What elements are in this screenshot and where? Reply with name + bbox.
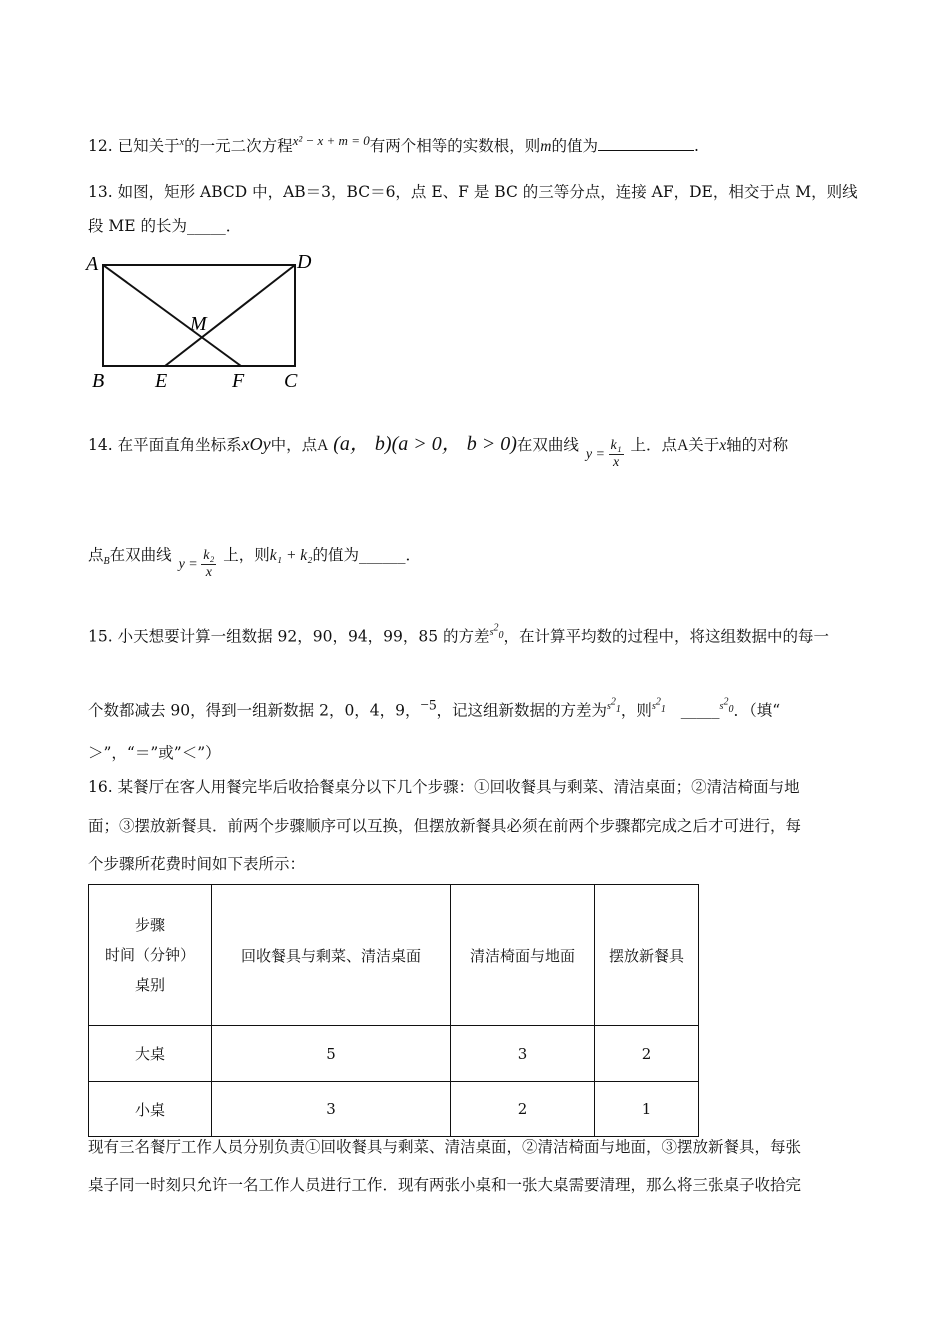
q16-line-2: 面；③摆放新餐具．前两个步骤顺序可以互换，但摆放新餐具必须在前两个步骤都完成之后才可进行，每 xyxy=(88,817,802,835)
table-corner-cell xyxy=(89,885,212,1026)
label-c: C xyxy=(284,370,298,392)
q14-text-1: 在平面直角坐标系 xyxy=(117,436,242,454)
q14-point-a: A xyxy=(317,437,329,454)
corner-step: 步骤 xyxy=(134,916,165,934)
q16-line-1: 16. 某餐厅在客人用餐完毕后收拾餐桌分以下几个步骤：①回收餐具与剩菜、清洁桌面；②清洁椅面与地 xyxy=(88,778,800,796)
q14-point-a-2: A xyxy=(677,437,689,454)
q14-text-7: 点 xyxy=(88,546,104,564)
table-header-clean: 清洁椅面与地面 xyxy=(451,885,595,1026)
q12-equation: x² − x + m = 0 xyxy=(292,133,370,148)
table-row xyxy=(89,1082,699,1137)
cell-large-set: 2 xyxy=(595,1026,699,1082)
q14-hyperbola-1 xyxy=(586,438,624,471)
row-label-large: 大桌 xyxy=(89,1026,212,1082)
cell-small-set: 1 xyxy=(595,1082,699,1137)
q14-text-2: 中，点 xyxy=(270,436,318,454)
q13-figure xyxy=(84,250,324,395)
table-header-set: 摆放新餐具 xyxy=(595,885,699,1026)
q15-s1: s21 xyxy=(607,697,621,716)
q14-point-b: B xyxy=(103,556,110,568)
cell-large-collect: 5 xyxy=(212,1026,451,1082)
q12-line xyxy=(88,130,699,158)
q14-text-3: 在双曲线 xyxy=(516,436,579,454)
q13-line-2: 段 ME 的长为_____． xyxy=(88,217,242,235)
q15-line-2 xyxy=(88,692,780,721)
segment-af xyxy=(103,265,241,366)
q15-text-2b: ，记这组新数据的方差为 xyxy=(436,701,608,720)
q14-x1: x xyxy=(612,455,620,471)
q15-line-3: ＞”，“＝”或”＜”） xyxy=(88,744,221,762)
cell-small-collect: 3 xyxy=(212,1082,451,1137)
q15-s0-b: s20 xyxy=(719,697,734,716)
row-label-small: 小桌 xyxy=(89,1082,212,1137)
q14-y2: y = xyxy=(178,556,198,572)
q14-sum: k₁ + k₂ xyxy=(269,547,313,564)
label-e: E xyxy=(155,370,168,392)
q15-s0: s20 xyxy=(489,623,504,642)
q15-neg5: −5 xyxy=(420,697,437,714)
label-m: M xyxy=(190,313,207,335)
q14-k2: k₂ xyxy=(203,548,215,564)
table-header-row xyxy=(89,885,699,1026)
q12-text-2: 的一元二次方程 xyxy=(184,137,293,156)
q14-hyperbola-2 xyxy=(179,548,217,581)
q14-text-9: 上，则 xyxy=(223,546,270,564)
q12-text-1: 已知关于 xyxy=(117,137,180,156)
q15-text-1b: ，在计算平均数的过程中，将这组数据中的每一 xyxy=(503,627,829,646)
q15-line-1 xyxy=(88,618,829,647)
q15-blank: _____ xyxy=(680,701,720,720)
q12-var-x: x xyxy=(179,137,185,148)
q14-x2: x xyxy=(205,565,212,581)
q14-xoy: xOy xyxy=(241,434,271,454)
label-b: B xyxy=(92,370,105,392)
q14-text-6: 轴的对称 xyxy=(726,436,789,454)
q12-end: . xyxy=(693,137,699,156)
q14-text-4: 上．点 xyxy=(630,436,678,454)
q16-time-table xyxy=(88,884,699,1137)
q14-y1: y = xyxy=(585,446,606,462)
q14-number: 14. xyxy=(88,436,113,454)
q12-text-4: 的值为 xyxy=(551,137,598,156)
q14-text-8: 在双曲线 xyxy=(109,546,172,564)
corner-table-type: 桌别 xyxy=(134,976,165,994)
q14-text-10: 的值为______． xyxy=(312,546,422,564)
label-a: A xyxy=(86,253,99,275)
q14-line-2 xyxy=(88,544,421,581)
table-row xyxy=(89,1026,699,1082)
q13-line-1: 13. 如图，矩形 ABCD 中，AB＝3，BC＝6，点 E、F 是 BC 的三等分点，连接 AF，DE，相交于点 M，则线 xyxy=(88,183,858,201)
q16-line-3: 个步骤所花费时间如下表所示： xyxy=(88,855,306,873)
q16-after-line-1: 现有三名餐厅工作人员分别负责①回收餐具与剩菜、清洁桌面，②清洁椅面与地面，③摆放新餐具，每张 xyxy=(88,1138,802,1156)
label-f: F xyxy=(232,370,245,392)
q14-k1: k₁ xyxy=(610,438,622,454)
q12-var-m: m xyxy=(540,138,552,156)
label-d: D xyxy=(297,251,312,273)
q14-line-1 xyxy=(88,433,788,471)
q14-text-5: 关于 xyxy=(688,436,720,454)
q14-axis-x: x xyxy=(719,437,727,454)
q15-text-2c: ，则 xyxy=(620,701,652,720)
segment-de xyxy=(165,265,295,366)
q15-text-1a: 15. 小天想要计算一组数据 92，90，94，99，85 的方差 xyxy=(88,627,490,646)
q14-coords: (a， b)(a > 0， b > 0) xyxy=(333,433,517,455)
q15-s1-b: s21 xyxy=(651,697,666,716)
cell-large-clean: 3 xyxy=(451,1026,595,1082)
q12-number: 12. xyxy=(88,137,113,156)
q16-after-line-2: 桌子同一时刻只允许一名工作人员进行工作．现有两张小桌和一张大桌需要清理，那么将三张桌子收拾完 xyxy=(88,1176,802,1194)
q15-text-2a: 个数都减去 90，得到一组新数据 2，0，4，9， xyxy=(88,701,421,720)
corner-time: 时间（分钟） xyxy=(104,946,195,964)
q15-text-2d: ．（填“ xyxy=(733,701,781,720)
cell-small-clean: 2 xyxy=(451,1082,595,1137)
q12-text-3: 有两个相等的实数根，则 xyxy=(369,137,541,156)
table-header-collect: 回收餐具与剩菜、清洁桌面 xyxy=(212,885,451,1026)
q12-answer-blank xyxy=(598,136,694,151)
